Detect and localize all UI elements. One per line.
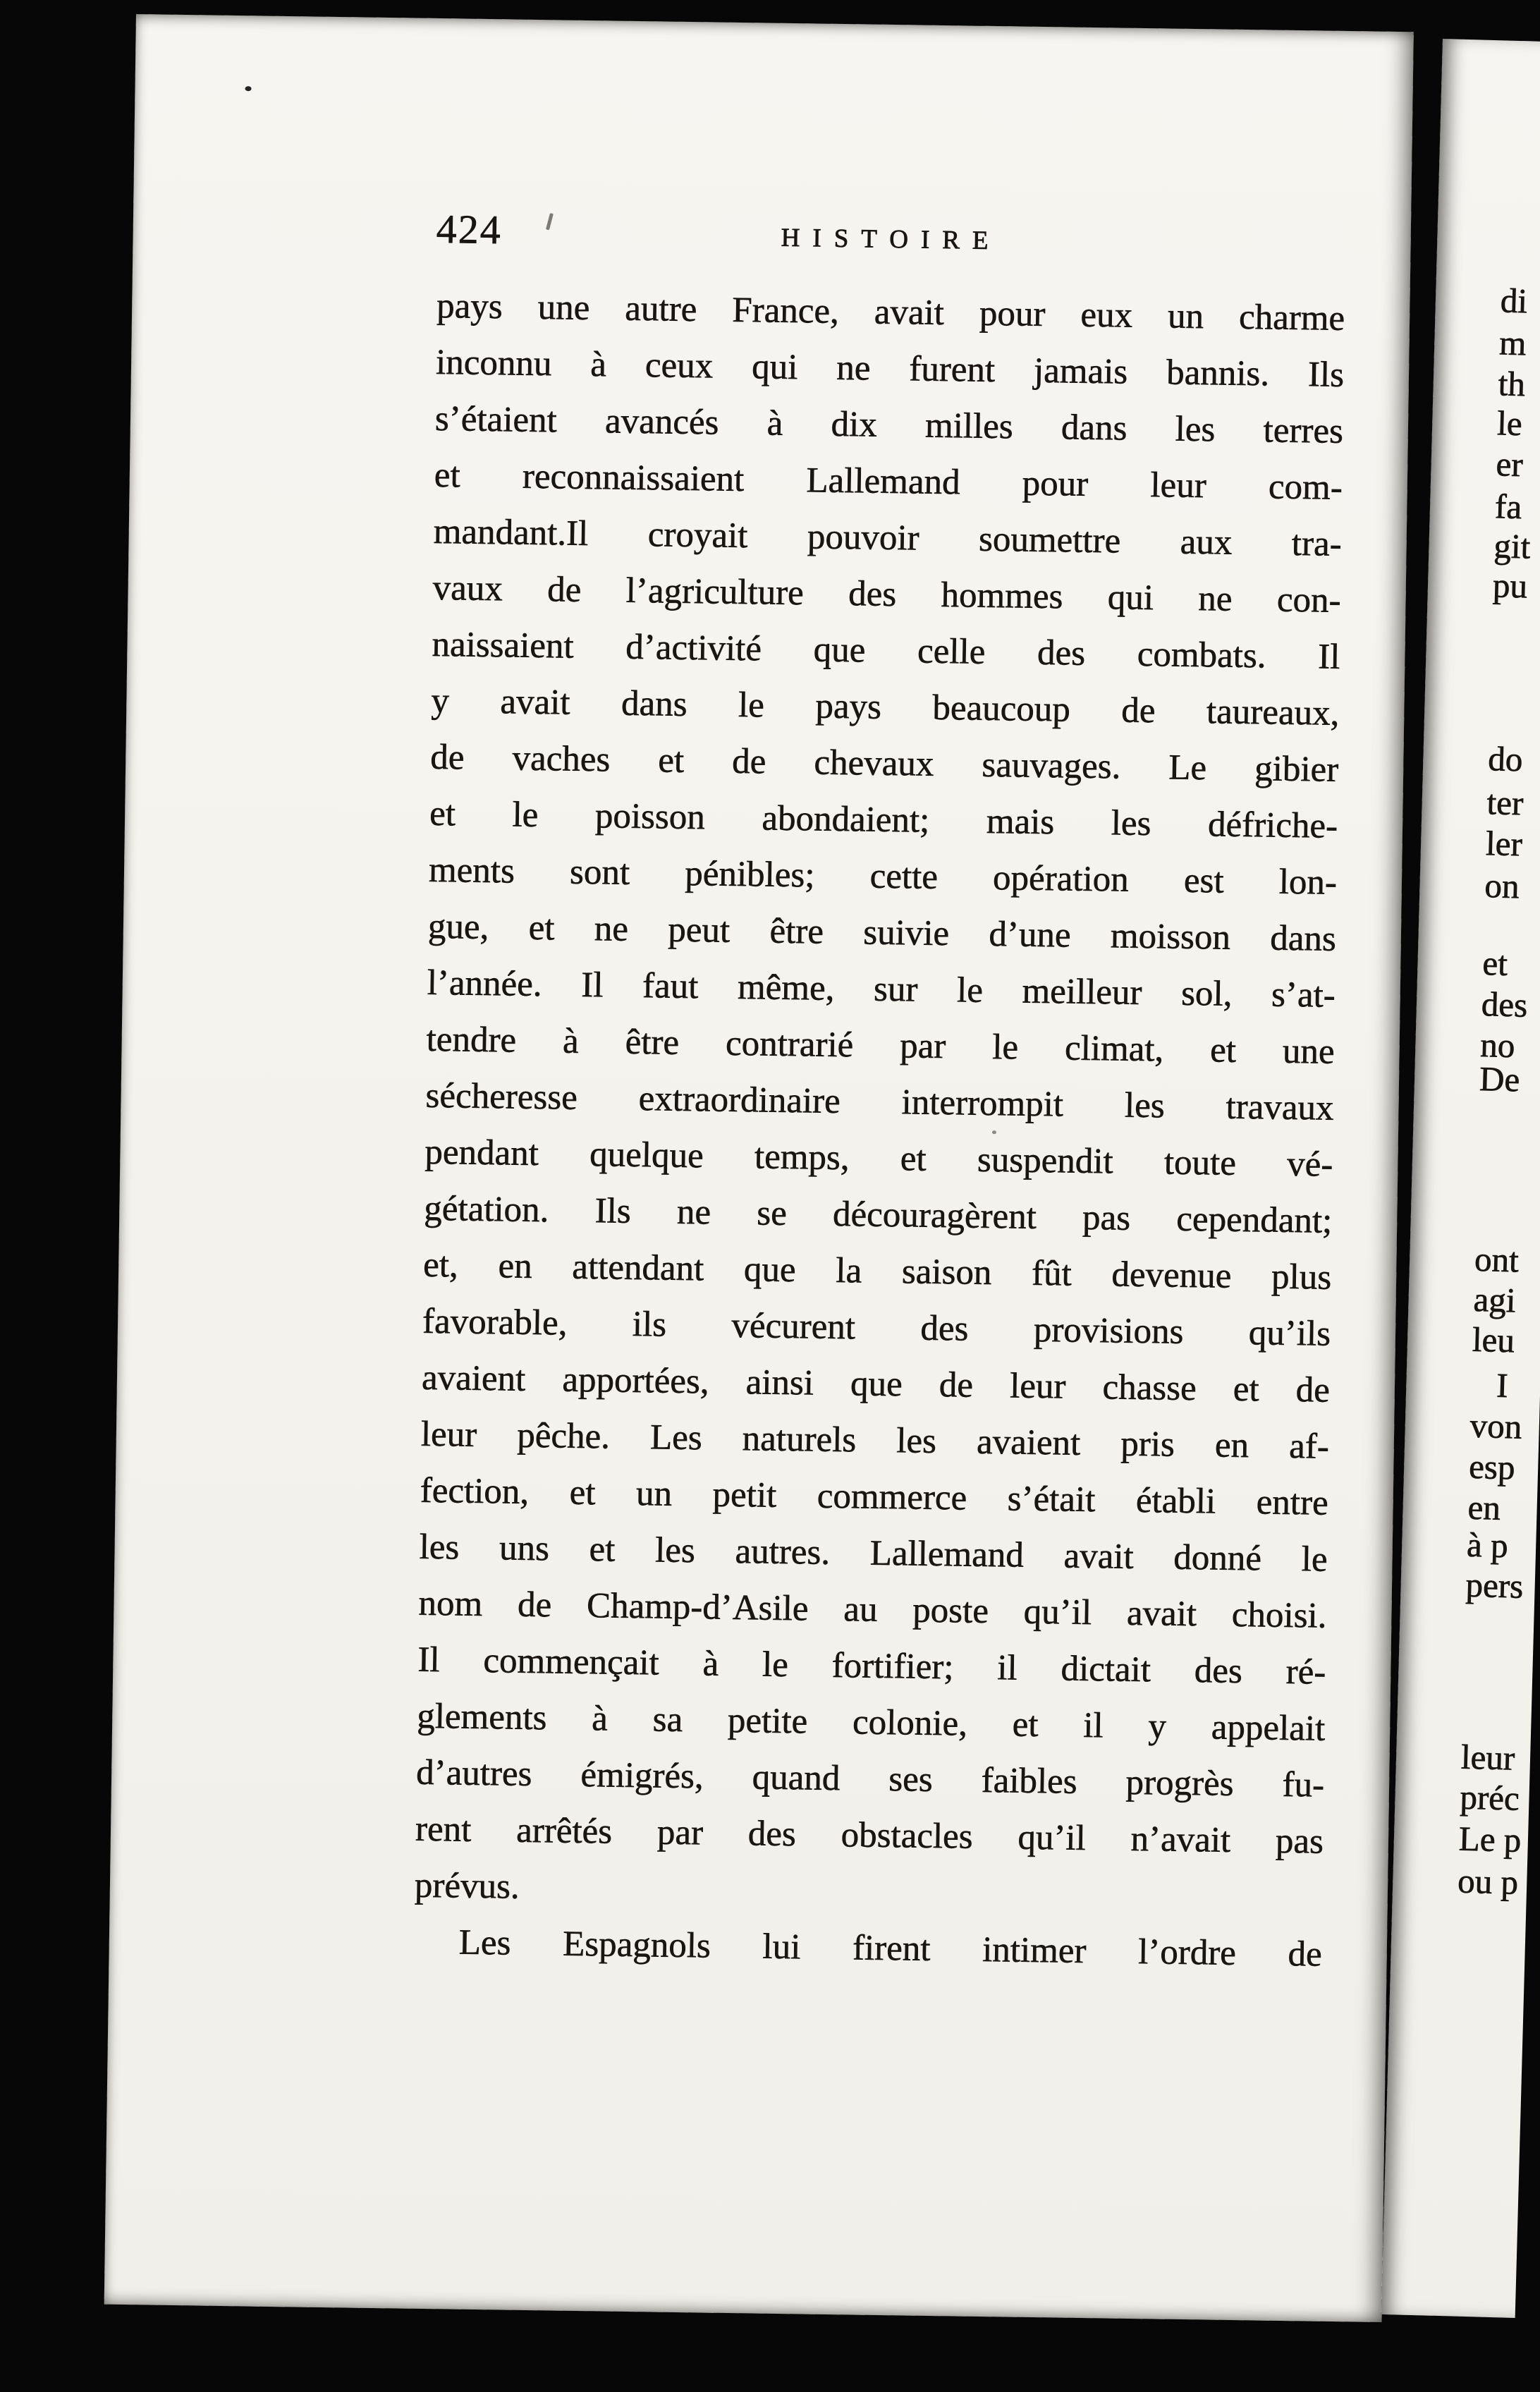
fragment-line: on	[1484, 866, 1520, 906]
text-line: et, en attendant que la saison fût devenue plus	[422, 1245, 1332, 1298]
text-line: l’année. Il faut même, sur le meilleur sol, s’at-	[427, 963, 1336, 1015]
text-line: nom de Champ-d’Asile au poste qu’il avait choisi.	[418, 1583, 1327, 1636]
text-line: Les Espagnols lui firent intimer l’ordre de	[458, 1922, 1323, 1975]
fragment-line: pers	[1465, 1565, 1524, 1606]
text-line: tendre à être contrarié par le climat, et une	[426, 1019, 1336, 1072]
fragment-line: git	[1493, 526, 1532, 566]
fragment-line: en	[1467, 1487, 1501, 1527]
fragment-line: m	[1498, 323, 1527, 363]
text-line: vaux de l’agriculture des hommes qui ne con-	[432, 568, 1341, 621]
text-line: de vaches et de chevaux sauvages. Le gibier	[429, 737, 1339, 790]
fragment-line: leu	[1472, 1319, 1515, 1360]
fragment-line: des	[1481, 984, 1529, 1025]
page-number: 424	[436, 205, 503, 253]
fragment-line: I	[1496, 1365, 1509, 1405]
text-line: rent arrêtés par des obstacles qu’il n’avait pas	[415, 1809, 1324, 1862]
text-line: s’étaient avancés à dix milles dans les terres	[434, 398, 1344, 451]
text-line: prévus.	[414, 1865, 520, 1907]
fragment-line: do	[1487, 739, 1524, 779]
fragment-line: Le p	[1458, 1819, 1522, 1860]
running-title: HISTOIRE	[781, 223, 1001, 256]
fragment-line: er	[1495, 444, 1524, 484]
text-line: gétation. Ils ne se découragèrent pas cependant;	[423, 1188, 1333, 1241]
text-line: y avait dans le pays beaucoup de taureaux,	[431, 681, 1340, 733]
scan-speck	[245, 86, 251, 91]
text-line: inconnu à ceux qui ne furent jamais bannis. Ils	[435, 342, 1345, 395]
text-line: naissaient d’activité que celle des combats. Il	[432, 624, 1340, 677]
page-header	[436, 196, 1346, 286]
fragment-line: agi	[1472, 1279, 1517, 1320]
text-line: d’autres émigrés, quand ses faibles progrès fu-	[415, 1752, 1325, 1805]
text-line: fection, et un petit commerce s’était établi entre	[420, 1470, 1329, 1523]
fragment-line: von	[1469, 1405, 1523, 1446]
fragment-line: esp	[1468, 1446, 1516, 1487]
text-line: avaient apportées, ainsi que de leur chasse et de	[421, 1357, 1331, 1410]
fragment-line: th	[1498, 364, 1526, 404]
scanned-page	[104, 14, 1414, 2322]
text-line: gue, et ne peut être suivie d’une moisson dans	[427, 906, 1337, 959]
fragment-line: no	[1479, 1025, 1516, 1066]
fragment-line: ou p	[1457, 1861, 1519, 1902]
fragment-line: à p	[1466, 1525, 1509, 1566]
fragment-line: le	[1496, 403, 1523, 444]
text-line: sécheresse extraordinaire interrompit les travaux	[425, 1075, 1334, 1128]
text-line: glements à sa petite colonie, et il y appelait	[416, 1696, 1326, 1749]
fragment-line: De	[1479, 1058, 1520, 1099]
fragment-line: ont	[1474, 1239, 1520, 1280]
fragment-line: ler	[1485, 824, 1523, 864]
text-line: mandant.Il croyait pouvoir soumettre aux tra-	[433, 511, 1343, 564]
fragment-line: pu	[1492, 566, 1528, 606]
text-line: pendant quelque temps, et suspendit toute vé-	[424, 1132, 1333, 1185]
text-line: Il commençait à le fortifier; il dictait des ré-	[417, 1640, 1326, 1692]
body-text	[413, 278, 1345, 1983]
text-line: pays une autre France, avait pour eux un charme	[436, 286, 1345, 338]
fragment-line: et	[1481, 944, 1508, 983]
text-line: leur pêche. Les naturels les avaient pris en af-	[420, 1414, 1330, 1467]
text-line: et reconnaissaient Lallemand pour leur com-	[434, 455, 1343, 508]
fragment-line: fa	[1494, 487, 1522, 527]
fragment-line: préc	[1459, 1777, 1520, 1818]
text-line: favorable, ils vécurent des provisions qu’ils	[422, 1301, 1331, 1354]
text-line: les uns et les autres. Lallemand avait donné le	[419, 1527, 1328, 1580]
text-line: ments sont pénibles; cette opération est lon-	[428, 850, 1338, 903]
fragment-line: di	[1500, 281, 1528, 321]
fragment-line: ter	[1486, 783, 1524, 823]
fragment-line: leur	[1460, 1737, 1516, 1778]
text-line: et le poisson abondaient; mais les défriche-	[429, 793, 1338, 846]
